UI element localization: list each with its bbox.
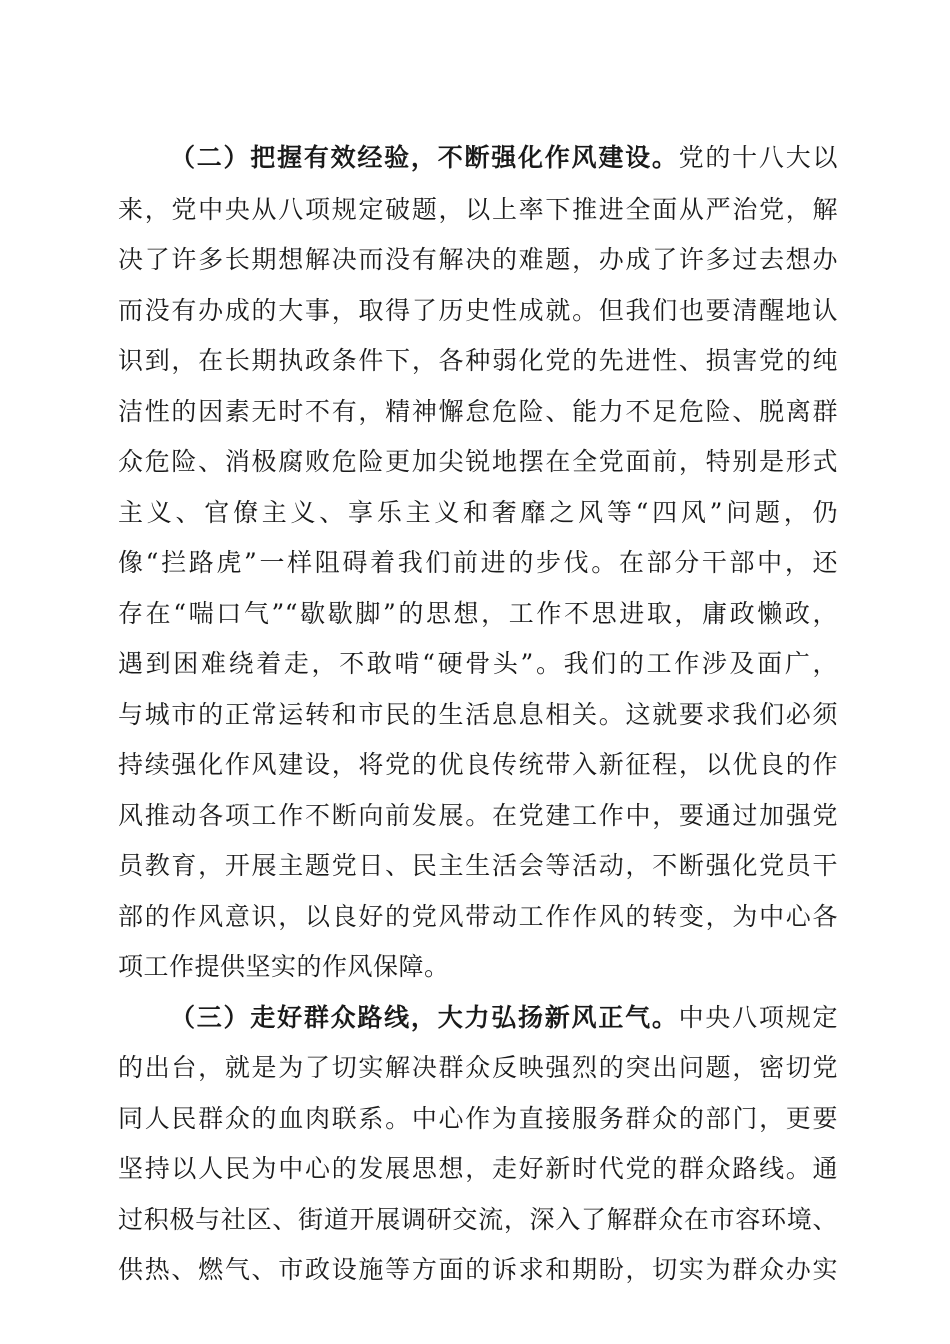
paragraph-line: 主义、官僚主义、享乐主义和奢靡之风等“四风”问题，仍: [118, 498, 838, 527]
section3-first-line: [170, 998, 838, 1038]
paragraph-line: 来，党中央从八项规定破题，以上率下推进全面从严治党，解: [118, 195, 838, 224]
section3-lead-text: 中央八项规定: [678, 1003, 838, 1032]
section2-lead-text: 党的十八大以: [678, 143, 838, 172]
paragraph-line: 坚持以人民为中心的发展思想，走好新时代党的群众路线。通: [118, 1154, 838, 1183]
paragraph-line: 部的作风意识，以良好的党风带动工作作风的转变，为中心各: [118, 902, 838, 931]
section2-heading: （二）把握有效经验，不断强化作风建设。: [170, 143, 679, 172]
paragraph-line: 决了许多长期想解决而没有解决的难题，办成了许多过去想办: [118, 245, 838, 274]
section2-first-line: [170, 138, 838, 178]
paragraph-line: 存在“喘口气”“歇歇脚”的思想，工作不思进取，庸政懒政，: [118, 599, 838, 628]
paragraph-line: 的出台，就是为了切实解决群众反映强烈的突出问题，密切党: [118, 1053, 838, 1082]
paragraph-line: 供热、燃气、市政设施等方面的诉求和期盼，切实为群众办实: [118, 1255, 838, 1284]
paragraph-line: 洁性的因素无时不有，精神懈怠危险、能力不足危险、脱离群: [118, 397, 838, 426]
paragraph-line: 而没有办成的大事，取得了历史性成就。但我们也要清醒地认: [118, 296, 838, 325]
section3-heading: （三）走好群众路线，大力弘扬新风正气。: [170, 1003, 679, 1032]
paragraph-line: 员教育，开展主题党日、民主生活会等活动，不断强化党员干: [118, 851, 838, 880]
paragraph-line: 项工作提供坚实的作风保障。: [118, 952, 450, 981]
paragraph-line: 像“拦路虎”一样阻碍着我们前进的步伐。在部分干部中，还: [118, 548, 838, 577]
paragraph-line: 与城市的正常运转和市民的生活息息相关。这就要求我们必须: [118, 700, 838, 729]
paragraph-line: 风推动各项工作不断向前发展。在党建工作中，要通过加强党: [118, 801, 838, 830]
paragraph-line: 遇到困难绕着走，不敢啃“硬骨头”。我们的工作涉及面广，: [118, 649, 838, 678]
paragraph-line: 众危险、消极腐败危险更加尖锐地摆在全党面前，特别是形式: [118, 447, 838, 476]
paragraph-line: 过积极与社区、街道开展调研交流，深入了解群众在市容环境、: [118, 1205, 838, 1234]
paragraph-line: 同人民群众的血肉联系。中心作为直接服务群众的部门，更要: [118, 1104, 838, 1133]
paragraph-line: 识到，在长期执政条件下，各种弱化党的先进性、损害党的纯: [118, 346, 838, 375]
paragraph-line: 持续强化作风建设，将党的优良传统带入新征程，以优良的作: [118, 750, 838, 779]
